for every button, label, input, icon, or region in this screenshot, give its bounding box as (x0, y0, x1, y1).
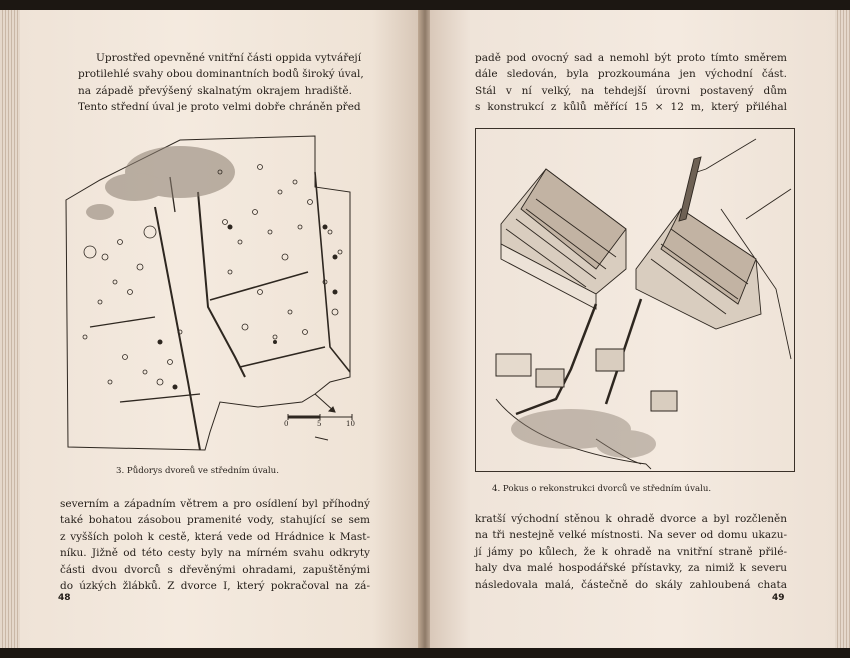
text-line: Uprostřed opevněné vnitřní části oppida vytvářejí (96, 52, 362, 64)
text-line: jí jámy po kůlech, že k ohradě na vnitřní straně přilé- (475, 545, 787, 558)
text-line: kratší východní stěnou k ohradě dvorce a byl rozčleněn (475, 513, 787, 525)
palisade-trench (90, 317, 155, 327)
palisade-trench (240, 347, 325, 367)
right-bottom-paragraph (475, 511, 787, 593)
north-arrow (315, 394, 335, 412)
text-line: protilehlé svahy obou dominantních bodů široký úval, (78, 68, 364, 81)
palisades (496, 299, 677, 414)
figure-3-caption: 3. Půdorys dvoreů ve středním úvalu. (116, 466, 279, 476)
shore-line (315, 437, 328, 440)
right-page (430, 10, 835, 648)
text-line: na tři nestejně velké místnosti. Na sever od domu ukazu- (475, 529, 787, 542)
text-line: do úzkých žlábků. Z dvorce I, který pokračoval na zá- (60, 580, 370, 593)
rock-hatching (86, 146, 235, 220)
right-top-paragraph (475, 50, 787, 116)
left-page (20, 10, 420, 648)
reconstruction-figure (476, 129, 794, 471)
text-line: s konstrukcí z kůlů měřící 15 × 12 m, který přiléhal (475, 101, 787, 114)
house-left (501, 169, 626, 309)
palisade-trench (198, 192, 245, 377)
left-page-edges (0, 10, 20, 648)
text-line: níku. Jižně od této cesty byly na mírném svahu odkryty (60, 547, 370, 560)
text-line: části dvou dvorců s dřevěnými ohradami, zapuštěnými (60, 563, 370, 576)
text-line: severním a západním větrem a pro osídlení byl příhodný (60, 498, 370, 510)
text-line: na západě převýšený skalnatým okrajem hradiště. (78, 84, 352, 97)
page-number: 49 (772, 593, 785, 603)
site-plan-figure (60, 132, 360, 457)
text-line: haly dva malé hospodářské přístavky, za nimiž k severu (475, 562, 787, 575)
text-line: také bohatou zásobou pramenité vody, stahující se sem (60, 514, 370, 527)
right-page-edges (835, 10, 850, 648)
left-top-paragraph (78, 50, 364, 116)
text-line: z vyšších poloh k cestě, která vede od Hrádnice k Mast- (60, 530, 370, 543)
text-line: Stál v ní velký, na tehdejší úrovni postavený dům (475, 84, 787, 97)
palisade-trench (120, 394, 200, 402)
text-line: dále sledován, byla prozkoumána jen východní část. (475, 68, 787, 81)
scale-label: 10 (346, 420, 355, 428)
palisade-trench (155, 207, 200, 450)
palisade-trench (315, 172, 350, 372)
left-bottom-paragraph (60, 496, 370, 594)
text-line: Tento střední úval je proto velmi dobře chráněn před (78, 101, 361, 114)
text-line: následovala malá, částečně do skály zahloubená chata (475, 578, 787, 591)
palisade-trench (210, 272, 308, 300)
page-number: 48 (58, 593, 71, 603)
scale-label: 0 (284, 420, 289, 428)
scale-label: 5 (317, 420, 322, 428)
text-line: padě pod ovocný sad a nemohl být proto tímto směrem (475, 52, 787, 64)
figure-4-caption: 4. Pokus o rekonstrukci dvorců ve středním úvalu. (492, 484, 712, 494)
house-right (636, 157, 761, 329)
